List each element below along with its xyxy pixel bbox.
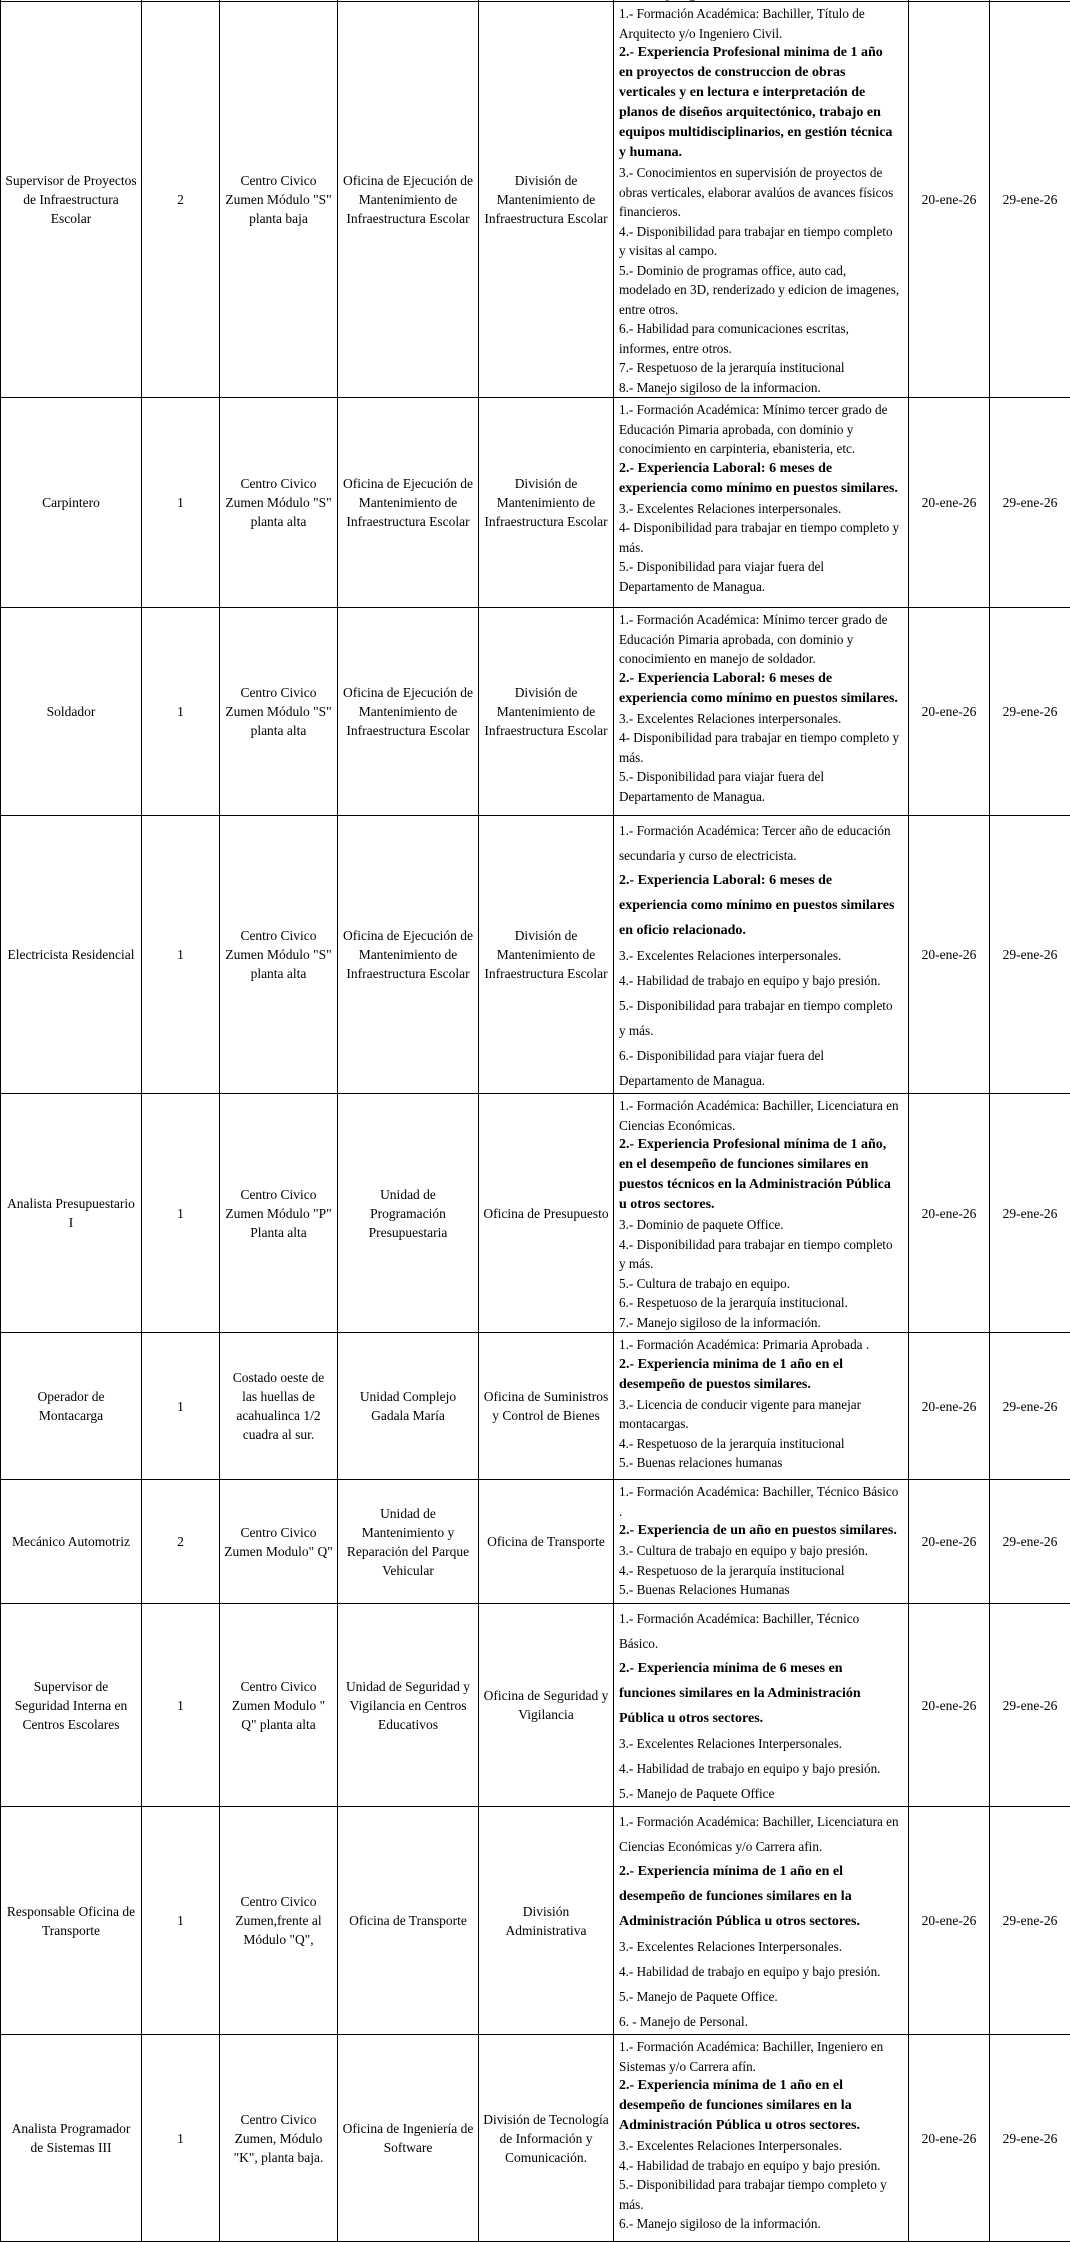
start-date-text: 20-ene-26 [922, 2131, 977, 2146]
dependency-cell [479, 1604, 614, 1807]
dependency-text: Oficina de Seguridad y Vigilancia [484, 1688, 609, 1722]
location-cell [220, 1333, 338, 1480]
dependency-text: División de Mantenimiento de Infraestructura Escolar [484, 173, 607, 226]
count-cell [142, 1604, 220, 1807]
dependency-text: División de Mantenimiento de Infraestructura Escolar [484, 476, 607, 529]
requirement-item: 1.- Formación Académica: Tercer año de educación secundaria y curso de electricista. [619, 818, 900, 868]
end-date-text: 29-ene-26 [1003, 1534, 1058, 1549]
unit-cell [338, 1333, 479, 1480]
position-text: Analista Programador de Sistemas III [12, 2121, 131, 2155]
location-text: Centro Civico Zumen Módulo "S" planta alta [225, 476, 331, 529]
unit-text: Oficina de Ejecución de Mantenimiento de Infraestructura Escolar [343, 173, 473, 226]
table-row [1, 816, 1070, 1094]
end-date-cell [990, 2035, 1070, 2242]
requirement-item: 6.- Manejo sigiloso de la información. [619, 2214, 900, 2234]
count-text: 1 [177, 1913, 184, 1928]
unit-cell [338, 1807, 479, 2035]
end-date-cell [990, 2, 1070, 398]
end-date-cell [990, 1333, 1070, 1480]
requirement-item: 4.- Respetuoso de la jerarquía institucional [619, 1434, 900, 1454]
requirement-item: 6.- Habilidad para comunicaciones escritas, informes, entre otros. [619, 319, 900, 358]
location-cell [220, 1094, 338, 1333]
location-cell [220, 1604, 338, 1807]
count-text: 1 [177, 1206, 184, 1221]
start-date-cell [909, 608, 990, 816]
unit-text: Unidad de Mantenimiento y Reparación del Parque Vehicular [347, 1506, 469, 1578]
unit-text: Oficina de Ejecución de Mantenimiento de Infraestructura Escolar [343, 685, 473, 738]
end-date-cell [990, 608, 1070, 816]
requirements-cell [614, 1480, 909, 1604]
dependency-text: Oficina de Presupuesto [483, 1206, 608, 1221]
requirements-cell [614, 1604, 909, 1807]
count-cell [142, 2035, 220, 2242]
count-text: 2 [177, 1534, 184, 1549]
start-date-cell [909, 1604, 990, 1807]
requirements-cell [614, 1807, 909, 2035]
count-cell [142, 1807, 220, 2035]
requirement-item: 7.- Manejo sigiloso de la información. [619, 1313, 900, 1333]
requirement-item: 4- Disponibilidad para trabajar en tiempo completo y más. [619, 728, 900, 767]
location-text: Centro Civico Zumen Modulo" Q" [224, 1525, 333, 1559]
location-cell [220, 398, 338, 608]
end-date-text: 29-ene-26 [1003, 704, 1058, 719]
location-text: Centro Civico Zumen Módulo "S" planta baja [225, 173, 331, 226]
requirement-item: 2.- Experiencia minima de 1 año en el desempeño de puestos similares. [619, 1355, 900, 1395]
location-text: Centro Civico Zumen Módulo "S" planta alta [225, 928, 331, 981]
start-date-text: 20-ene-26 [922, 1698, 977, 1713]
end-date-cell [990, 1094, 1070, 1333]
dependency-text: Oficina de Suministros y Control de Bienes [484, 1389, 609, 1423]
requirement-item: 1.- Formación Académica: Bachiller, Técnico Básico . [619, 1482, 900, 1521]
count-cell [142, 816, 220, 1094]
end-date-text: 29-ene-26 [1003, 947, 1058, 962]
start-date-text: 20-ene-26 [922, 192, 977, 207]
start-date-cell [909, 816, 990, 1094]
location-cell [220, 2035, 338, 2242]
location-text: Centro Civico Zumen,frente al Módulo "Q", [235, 1894, 321, 1947]
table-row [1, 1333, 1070, 1480]
start-date-cell [909, 1333, 990, 1480]
requirement-item: 5.- Disponibilidad para trabajar tiempo completo y más. [619, 2175, 900, 2214]
unit-cell [338, 1604, 479, 1807]
end-date-text: 29-ene-26 [1003, 1698, 1058, 1713]
start-date-text: 20-ene-26 [922, 1913, 977, 1928]
count-cell [142, 2, 220, 398]
position-cell [1, 1333, 142, 1480]
start-date-text: 20-ene-26 [922, 947, 977, 962]
requirement-item: 6.- Respetuoso de la jerarquía institucional. [619, 1293, 900, 1313]
count-text: 2 [177, 192, 184, 207]
end-date-text: 29-ene-26 [1003, 192, 1058, 207]
table-row [1, 1807, 1070, 2035]
table-row [1, 1604, 1070, 1807]
unit-cell [338, 1480, 479, 1604]
requirements-cell [614, 1333, 909, 1480]
unit-text: Unidad de Seguridad y Vigilancia en Centros Educativos [346, 1679, 470, 1732]
location-cell [220, 1807, 338, 2035]
position-cell [1, 1094, 142, 1333]
dependency-cell [479, 1333, 614, 1480]
requirements-cell [614, 2, 909, 398]
requirement-item: 3.- Dominio de paquete Office. [619, 1215, 900, 1235]
requirements-cell [614, 608, 909, 816]
end-date-cell [990, 1807, 1070, 2035]
requirement-item: 2.- Experiencia mínima de 1 año en el desempeño de funciones similares en la Administración Pública u otros sectores. [619, 1859, 900, 1934]
requirement-item: 5.- Disponibilidad para viajar fuera del Departamento de Managua. [619, 767, 900, 806]
unit-text: Oficina de Ingeniería de Software [343, 2121, 474, 2155]
location-cell [220, 1480, 338, 1604]
dependency-cell [479, 398, 614, 608]
requirement-item: 2.- Experiencia Laboral: 6 meses de experiencia como mínimo en puestos similares en oficio relacionado. [619, 868, 900, 943]
requirement-item: 1.- Formación Académica: Mínimo tercer grado de Educación Pimaria aprobada, con dominio y conocimiento en carpinteria, ebanisteria, etc. [619, 400, 900, 459]
requirement-item: 1.- Formación Académica: Bachiller, Ingeniero en Sistemas y/o Carrera afín. [619, 2037, 900, 2076]
count-text: 1 [177, 947, 184, 962]
requirement-item: 2.- Experiencia de un año en puestos similares. [619, 1521, 900, 1541]
requirement-item: 4.- Habilidad de trabajo en equipo y bajo presión. [619, 1959, 900, 1984]
dependency-cell [479, 2035, 614, 2242]
count-text: 1 [177, 1399, 184, 1414]
end-date-cell [990, 1604, 1070, 1807]
count-text: 1 [177, 495, 184, 510]
unit-cell [338, 2, 479, 398]
requirement-item: 5.- Cultura de trabajo en equipo. [619, 1274, 900, 1294]
start-date-cell [909, 1094, 990, 1333]
requirement-item: 2.- Experiencia Laboral: 6 meses de experiencia como mínimo en puestos similares. [619, 669, 900, 709]
location-text: Centro Civico Zumen Modulo " Q" planta alta [232, 1679, 325, 1732]
requirement-item: 3.- Excelentes Relaciones Interpersonales. [619, 2136, 900, 2156]
count-cell [142, 1333, 220, 1480]
count-cell [142, 398, 220, 608]
count-text: 1 [177, 704, 184, 719]
unit-text: Oficina de Ejecución de Mantenimiento de Infraestructura Escolar [343, 476, 473, 529]
position-text: Operador de Montacarga [37, 1389, 104, 1423]
position-text: Electricista Residencial [7, 947, 134, 962]
dependency-cell [479, 1480, 614, 1604]
position-cell [1, 1480, 142, 1604]
start-date-text: 20-ene-26 [922, 1399, 977, 1414]
count-cell [142, 1094, 220, 1333]
end-date-text: 29-ene-26 [1003, 1913, 1058, 1928]
requirement-item: 8.- Manejo sigiloso de la informacion. [619, 378, 900, 398]
start-date-cell [909, 1480, 990, 1604]
location-text: Costado oeste de las huellas de acahualinca 1/2 cuadra al sur. [233, 1370, 324, 1442]
requirement-item: 6.- Disponibilidad para viajar fuera del Departamento de Managua. [619, 1043, 900, 1093]
dependency-cell [479, 816, 614, 1094]
requirement-item: 5.- Buenas Relaciones Humanas [619, 1580, 900, 1600]
position-text: Soldador [47, 704, 96, 719]
start-date-text: 20-ene-26 [922, 704, 977, 719]
requirement-item: 2.- Experiencia Profesional mínima de 1 año, en el desempeño de funciones similares en puestos técnicos en la Administración Pública u otros sectores. [619, 1135, 900, 1215]
requirement-item: 2.- Experiencia Laboral: 6 meses de experiencia como mínimo en puestos similares. [619, 459, 900, 499]
unit-cell [338, 608, 479, 816]
position-cell [1, 398, 142, 608]
unit-cell [338, 2035, 479, 2242]
unit-text: Oficina de Ejecución de Mantenimiento de Infraestructura Escolar [343, 928, 473, 981]
position-cell [1, 608, 142, 816]
start-date-cell [909, 2035, 990, 2242]
position-cell [1, 1807, 142, 2035]
requirement-item: 1.- Formación Académica: Bachiller, Licenciatura en Ciencias Económicas. [619, 1096, 900, 1135]
requirement-item: 4.- Disponibilidad para trabajar en tiempo completo y más. [619, 1235, 900, 1274]
unit-text: Unidad de Programación Presupuestaria [369, 1187, 448, 1240]
position-text: Carpintero [42, 495, 100, 510]
requirement-item: 5.- Manejo de Paquete Office [619, 1781, 900, 1806]
requirement-item: 3.- Licencia de conducir vigente para manejar montacargas. [619, 1395, 900, 1434]
end-date-text: 29-ene-26 [1003, 2131, 1058, 2146]
requirement-item: 6. - Manejo de Personal. [619, 2009, 900, 2034]
unit-text: Unidad Complejo Gadala María [360, 1389, 456, 1423]
end-date-text: 29-ene-26 [1003, 1399, 1058, 1414]
requirement-item: 1.- Formación Académica: Bachiller, Técnico Básico. [619, 1606, 900, 1656]
requirement-item: 5.- Buenas relaciones humanas [619, 1453, 900, 1473]
unit-cell [338, 1094, 479, 1333]
dependency-text: División de Mantenimiento de Infraestructura Escolar [484, 685, 607, 738]
requirement-item: 1.- Formación Académica: Mínimo tercer grado de Educación Pimaria aprobada, con dominio y conocimiento en manejo de soldador. [619, 610, 900, 669]
requirement-item: 3.- Excelentes Relaciones interpersonales. [619, 943, 900, 968]
start-date-text: 20-ene-26 [922, 1534, 977, 1549]
dependency-text: División de Mantenimiento de Infraestructura Escolar [484, 928, 607, 981]
unit-text: Oficina de Transporte [349, 1913, 467, 1928]
dependency-text: División Administrativa [506, 1904, 587, 1938]
requirement-item: 5.- Disponibilidad para trabajar en tiempo completo y más. [619, 993, 900, 1043]
location-cell [220, 608, 338, 816]
dependency-text: División de Tecnología de Información y Comunicación. [483, 2112, 609, 2165]
table-row [1, 2, 1070, 398]
table-row [1, 1480, 1070, 1604]
location-cell [220, 2, 338, 398]
requirement-item: 5.- Manejo de Paquete Office. [619, 1984, 900, 2009]
end-date-text: 29-ene-26 [1003, 1206, 1058, 1221]
start-date-cell [909, 1807, 990, 2035]
requirement-item: 1.- Formación Académica: Bachiller, Licenciatura en Ciencias Económicas y/o Carrera afin. [619, 1809, 900, 1859]
requirement-item: 3.- Excelentes Relaciones interpersonales. [619, 709, 900, 729]
count-text: 1 [177, 2131, 184, 2146]
requirement-item: 1.- Formación Académica: Primaria Aprobada . [619, 1335, 900, 1355]
dependency-cell [479, 608, 614, 816]
start-date-text: 20-ene-26 [922, 1206, 977, 1221]
unit-cell [338, 398, 479, 608]
end-date-cell [990, 398, 1070, 608]
requirement-item: 3.- Excelentes Relaciones Interpersonales. [619, 1731, 900, 1756]
requirement-item: 3.- Conocimientos en supervisión de proyectos de obras verticales, elaborar avalúos de avances físicos financieros. [619, 163, 900, 222]
requirement-item: 1.- Formación Académica: Bachiller, Título de Arquitecto y/o Ingeniero Civil. [619, 4, 900, 43]
requirement-item: 7.- Respetuoso de la jerarquía institucional [619, 358, 900, 378]
location-text: Centro Civico Zumen, Módulo "K", planta baja. [234, 2112, 324, 2165]
requirement-item: 2.- Experiencia mínima de 1 año en el desempeño de funciones similares en la Administración Pública u otros sectores. [619, 2076, 900, 2136]
location-cell [220, 816, 338, 1094]
requirement-item: 3.- Excelentes Relaciones interpersonales. [619, 499, 900, 519]
requirement-item: 4.- Habilidad de trabajo en equipo y bajo presión. [619, 968, 900, 993]
position-cell [1, 816, 142, 1094]
table-row [1, 398, 1070, 608]
location-text: Centro Civico Zumen Módulo "S" planta alta [225, 685, 331, 738]
end-date-cell [990, 1480, 1070, 1604]
requirement-item: 4.- Habilidad de trabajo en equipo y bajo presión. [619, 1756, 900, 1781]
position-text: Responsable Oficina de Transporte [7, 1904, 135, 1938]
count-cell [142, 608, 220, 816]
requirements-cell [614, 398, 909, 608]
position-text: Supervisor de Seguridad Interna en Centros Escolares [15, 1679, 127, 1732]
table-row [1, 2035, 1070, 2242]
requirements-cell [614, 2035, 909, 2242]
requirement-item: 5.- Disponibilidad para viajar fuera del Departamento de Managua. [619, 557, 900, 596]
dependency-cell [479, 2, 614, 398]
table-row [1, 1094, 1070, 1333]
position-cell [1, 1604, 142, 1807]
requirement-item: 4.- Disponibilidad para trabajar en tiempo completo y visitas al campo. [619, 222, 900, 261]
start-date-cell [909, 398, 990, 608]
dependency-cell [479, 1807, 614, 2035]
requirements-cell [614, 816, 909, 1094]
requirement-item: 5.- Dominio de programas office, auto cad, modelado en 3D, renderizado y edicion de imagenes, entre otros. [619, 261, 900, 320]
position-text: Mecánico Automotriz [12, 1534, 130, 1549]
start-date-cell [909, 2, 990, 398]
requirement-item: 4.- Respetuoso de la jerarquía institucional [619, 1561, 900, 1581]
count-cell [142, 1480, 220, 1604]
requirement-item: 4.- Habilidad de trabajo en equipo y bajo presión. [619, 2156, 900, 2176]
location-text: Centro Civico Zumen Módulo "P" Planta alta [225, 1187, 331, 1240]
start-date-text: 20-ene-26 [922, 495, 977, 510]
table-row [1, 608, 1070, 816]
position-text: Analista Presupuestario I [7, 1196, 135, 1230]
requirement-item: 2.- Experiencia Profesional minima de 1 año en proyectos de construccion de obras verticales y en lectura e interpretación de planos de diseños arquitectónico, trabajo en equipos multidisciplinarios, en gestión técnica y humana. [619, 43, 900, 163]
position-text: Supervisor de Proyectos de Infraestructura Escolar [5, 173, 136, 226]
position-cell [1, 2, 142, 398]
unit-cell [338, 816, 479, 1094]
end-date-cell [990, 816, 1070, 1094]
position-cell [1, 2035, 142, 2242]
requirement-item: 4- Disponibilidad para trabajar en tiempo completo y más. [619, 518, 900, 557]
end-date-text: 29-ene-26 [1003, 495, 1058, 510]
count-text: 1 [177, 1698, 184, 1713]
requirement-item: 3.- Cultura de trabajo en equipo y bajo presión. [619, 1541, 900, 1561]
dependency-text: Oficina de Transporte [487, 1534, 605, 1549]
dependency-cell [479, 1094, 614, 1333]
requirement-item: 2.- Experiencia mínima de 6 meses en funciones similares en la Administración Pública u otros sectores. [619, 1656, 900, 1731]
requirements-cell [614, 1094, 909, 1333]
requirement-item: 3.- Excelentes Relaciones Interpersonales. [619, 1934, 900, 1959]
